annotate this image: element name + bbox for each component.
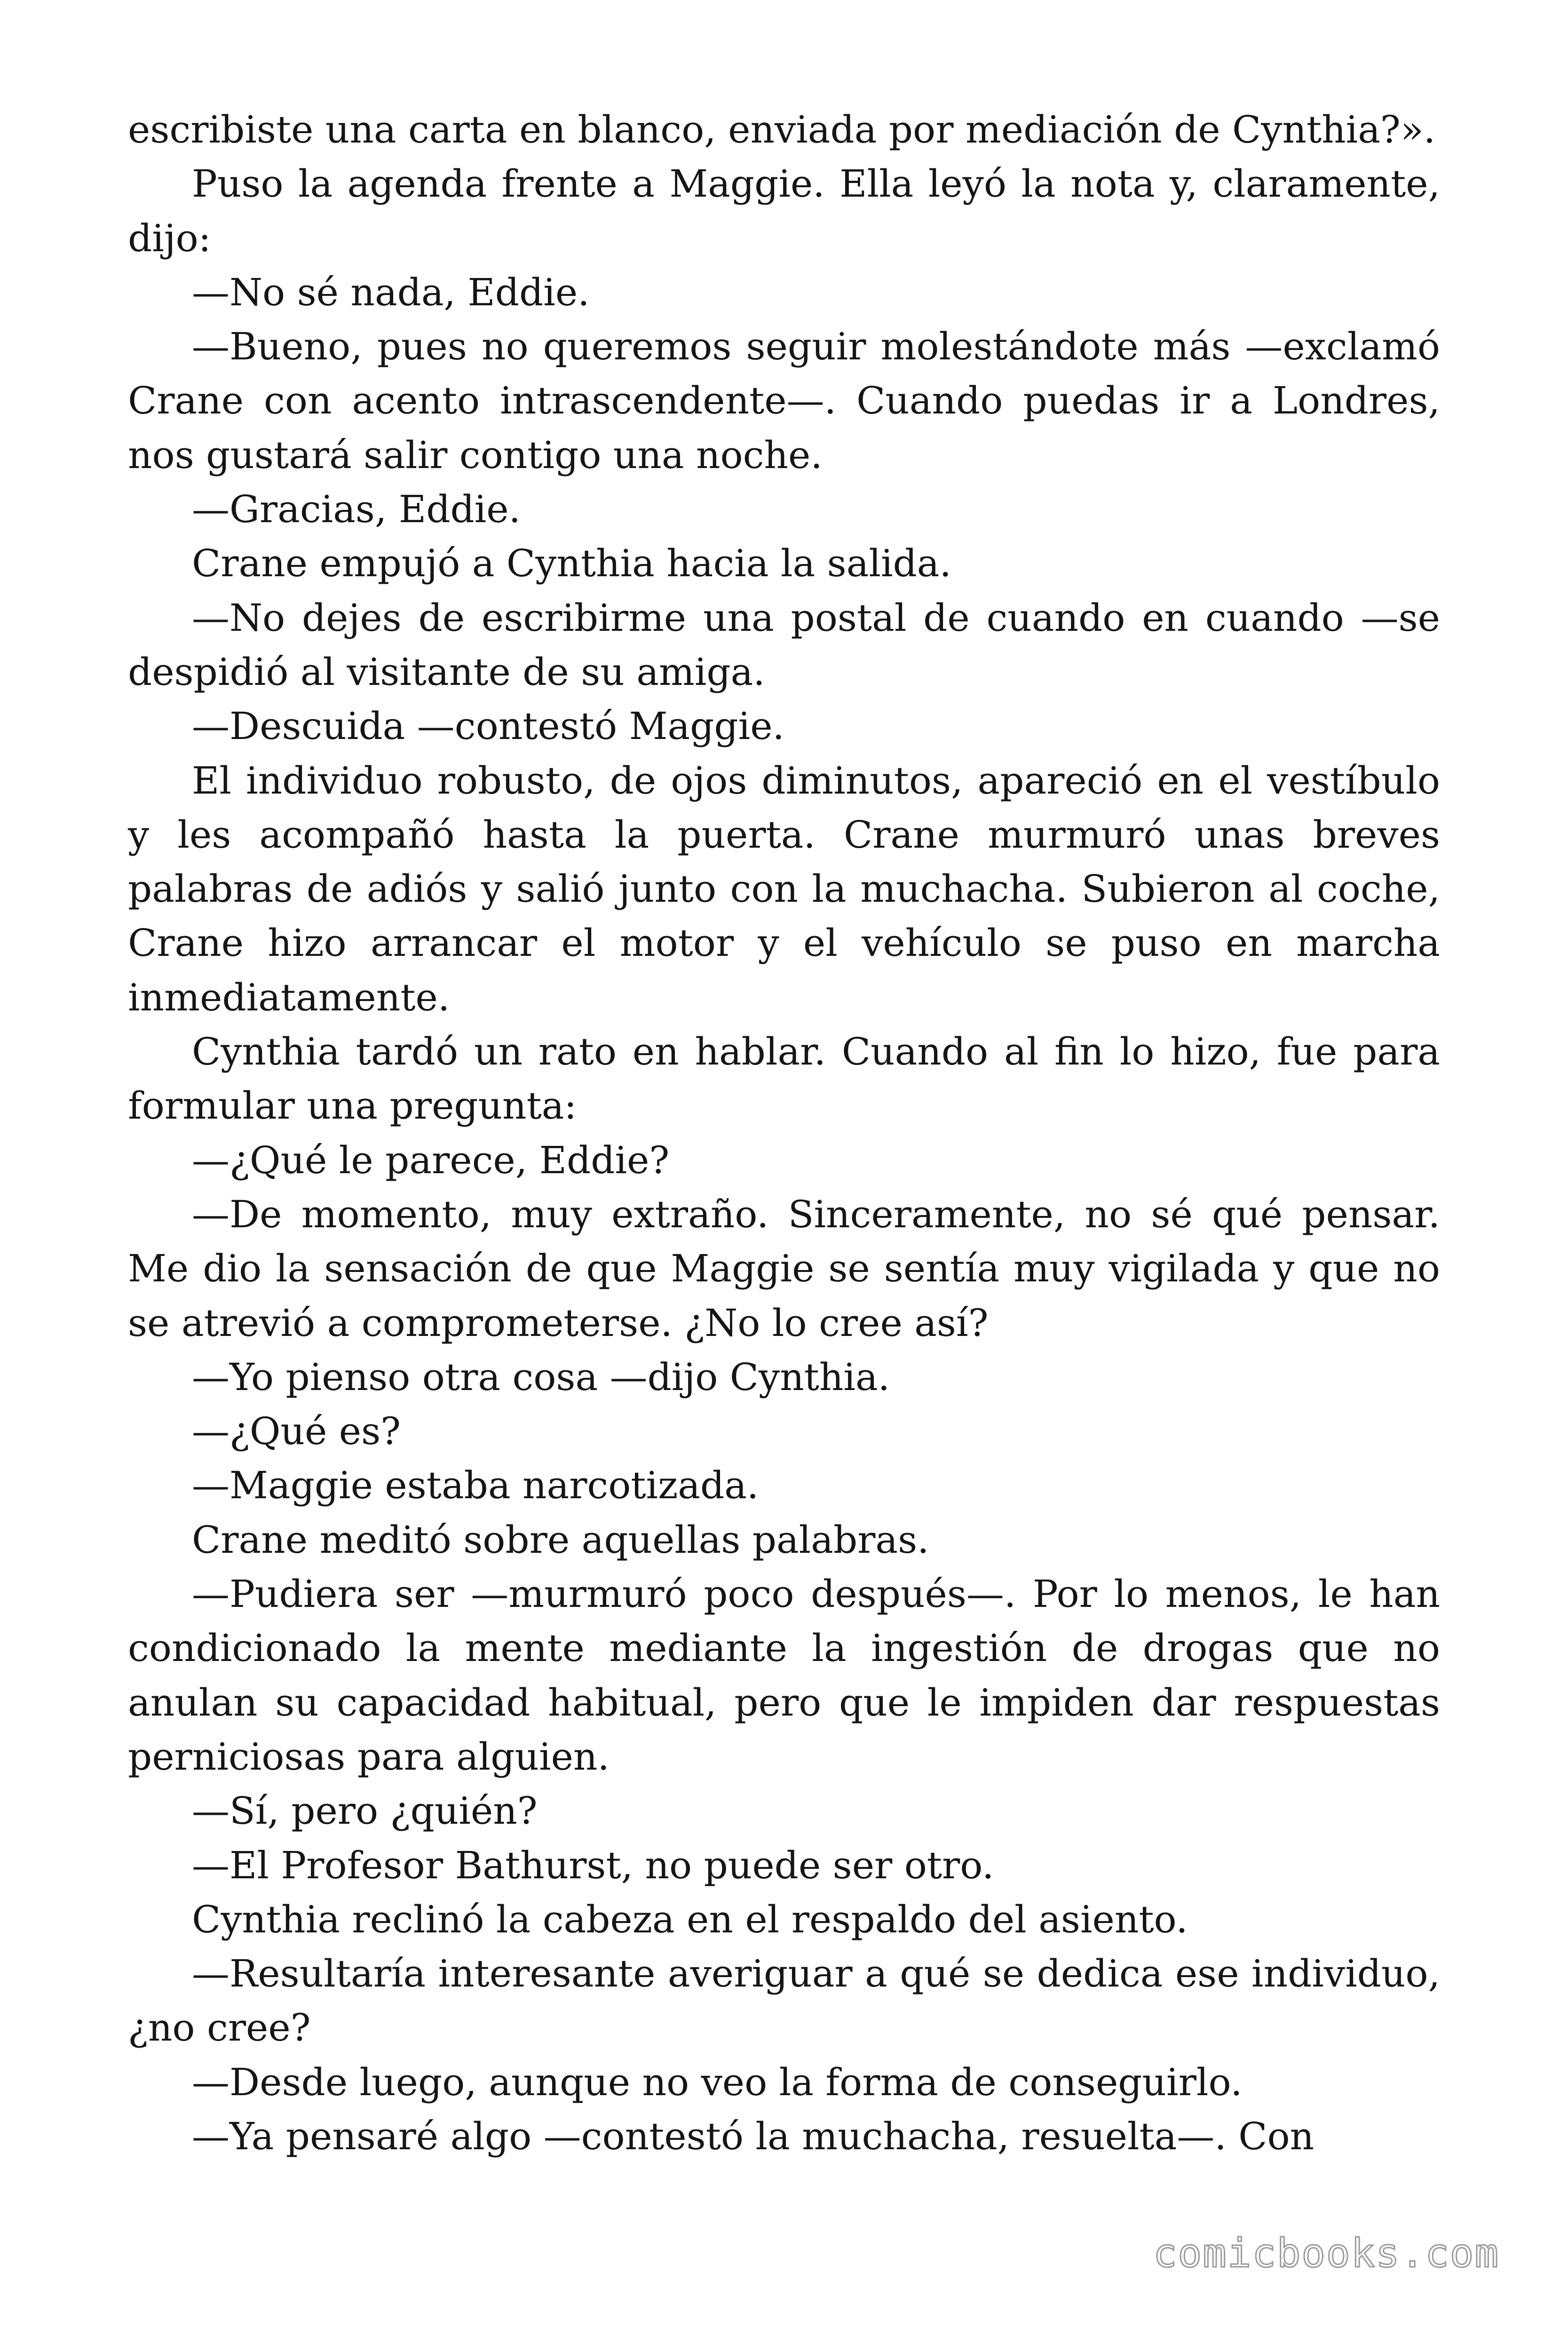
paragraph: —Maggie estaba narcotizada. [192, 1463, 759, 1508]
paragraph: Cynthia reclinó la cabeza en el respaldo del asiento. [192, 1897, 1188, 1941]
paragraph: —El Profesor Bathurst, no puede ser otro. [192, 1843, 994, 1887]
paragraph: Puso la agenda frente a Maggie. Ella leyó la nota y, claramente, dijo: [128, 162, 1440, 260]
paragraph: escribiste una carta en blanco, enviada por mediación de Cynthia?». [128, 108, 1436, 151]
paragraph: Cynthia tardó un rato en hablar. Cuando al fin lo hizo, fue para formular una pregunta: [128, 1030, 1440, 1128]
paragraph: Crane meditó sobre aquellas palabras. [192, 1518, 929, 1562]
paragraph: —De momento, muy extraño. Sinceramente, no sé qué pensar. Me dio la sensación de que Maggie se sentía muy vigilada y que no se atrevió a comprometerse. ¿No lo cree así? [128, 1192, 1440, 1345]
paragraph: —Ya pensaré algo —contestó la muchacha, resuelta—. Con [192, 2114, 1315, 2158]
paragraph: —No dejes de escribirme una postal de cuando en cuando —se despidió al visitante de su amiga. [128, 596, 1440, 694]
paragraph: Crane empujó a Cynthia hacia la salida. [192, 541, 951, 586]
paragraph: —Sí, pero ¿quién? [192, 1789, 538, 1833]
watermark: comicbooks.com [1153, 2230, 1500, 2276]
paragraph: —No sé nada, Eddie. [192, 270, 590, 314]
paragraph: —Bueno, pues no queremos seguir molestándote más —exclamó Crane con acento intrascendente—. Cuando puedas ir a Londres, nos gustará salir contigo una noche. [128, 325, 1440, 477]
paragraph: —¿Qué le parece, Eddie? [192, 1138, 670, 1182]
paragraph: —Resultaría interesante averiguar a qué se dedica ese individuo, ¿no cree? [128, 1952, 1440, 2050]
paragraph: —Gracias, Eddie. [192, 487, 521, 532]
paragraph: El individuo robusto, de ojos diminutos, apareció en el vestíbulo y les acompañó hasta la puerta. Crane murmuró unas breves palabras de adiós y salió junto con la muchacha. Subieron al coche, Crane hizo arrancar el motor y el vehículo se puso en marcha inmediatamente. [128, 758, 1440, 1019]
paragraph: —Yo pienso otra cosa —dijo Cynthia. [192, 1355, 890, 1399]
paragraph: —¿Qué es? [192, 1409, 401, 1454]
paragraph: —Pudiera ser —murmuró poco después—. Por lo menos, le han condicionado la mente mediante la ingestión de drogas que no anulan su capacidad habitual, pero que le impiden dar respuestas perniciosas para alguien. [128, 1572, 1440, 1779]
paragraph: —Descuida —contestó Maggie. [192, 704, 784, 748]
body-text [128, 103, 1440, 2163]
paragraph: —Desde luego, aunque no veo la forma de conseguirlo. [192, 2060, 1243, 2104]
